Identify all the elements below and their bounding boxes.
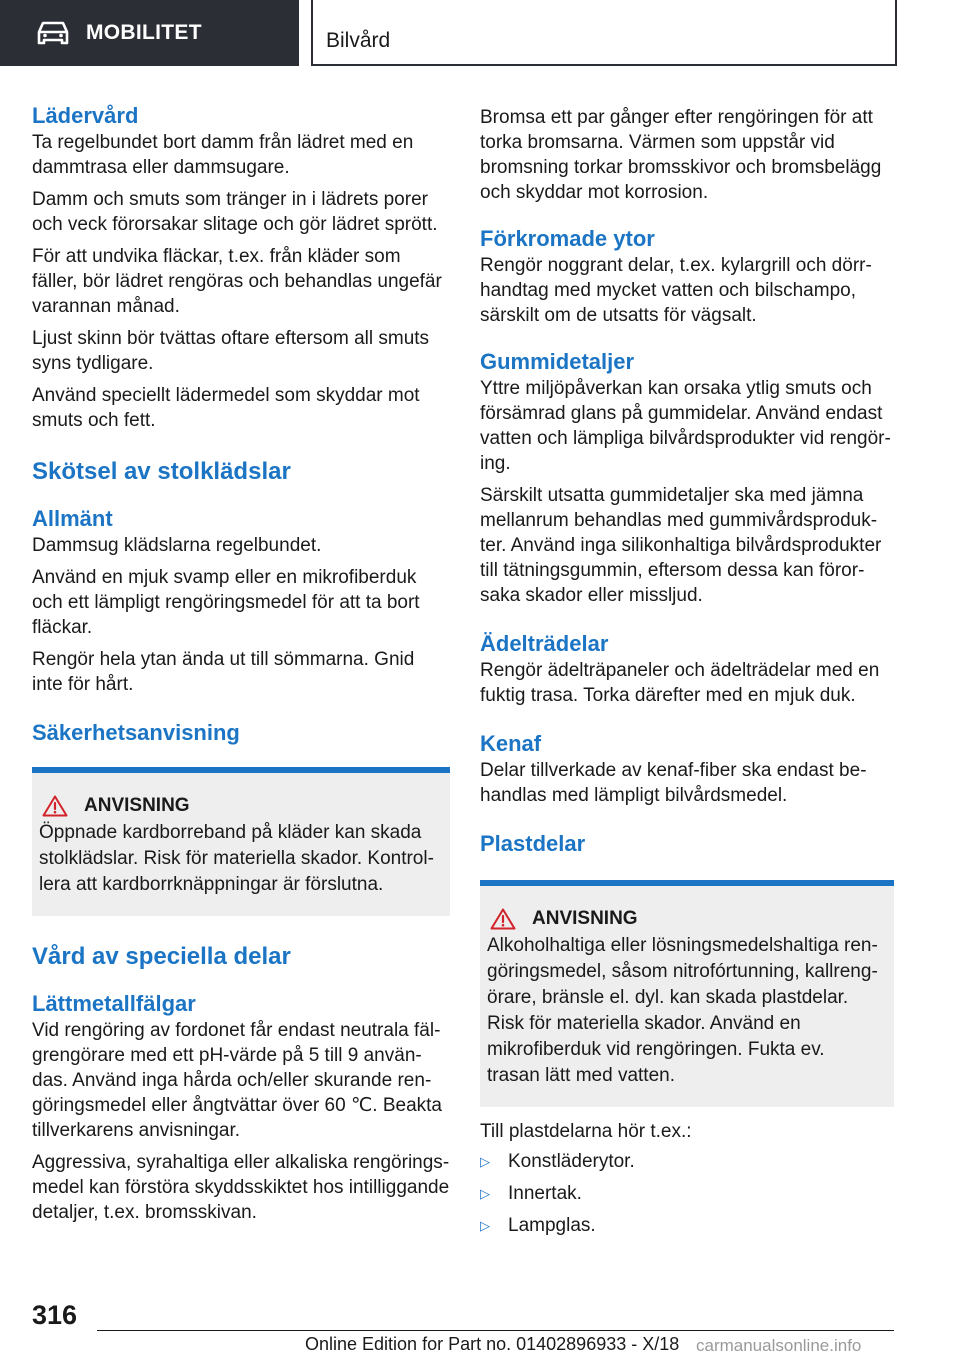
kenaf-heading: Kenaf: [480, 731, 542, 756]
page-topic-tab: [311, 0, 897, 66]
general-paragraph-1: Dammsug klädslarna regelbundet.: [32, 535, 322, 556]
rubber-heading: Gummidetaljer: [480, 349, 635, 374]
warning-box-velcro: [32, 767, 450, 916]
safety-heading: Säkerhetsanvisning: [32, 720, 240, 745]
warning-label: ANVISNING: [532, 908, 638, 929]
alloy-wheels-heading: Lättmetallfälgar: [32, 991, 196, 1016]
brake-paragraph: Bromsa ett par gånger efter rengöringen för att torka bromsarna. Värmen som uppstår vid bromsning torkar bromsskivor och bromsbelägg och skyddar mot korrosion.: [480, 107, 882, 203]
chrome-paragraph: Rengör noggrant delar, t.ex. kylargrill och dörrhandtag med mycket vatten och bilschampo, särskilt om de utsatts för vägsalt.: [480, 255, 872, 326]
general-paragraph-2: Använd en mjuk svamp eller en mikrofiberduk och ett lämpligt rengöringsmedel för att ta bort fläckar.: [32, 567, 420, 638]
precious-wood-paragraph: Rengör ädelträpaneler och ädelträdelar med en fuktig trasa. Torka därefter med en mjuk duk.: [480, 660, 880, 706]
warning-text: Alkoholhaltiga eller lösningsmedelshaltiga rengöringsmedel, såsom nitrofórtunning, kallrengörare, bränsle el. dyl. kan skada plastdelar. Risk för materiella skador. Använd en mikrofiberduk vid rengöringen. Fukta ev. trasan lätt med vatten.: [487, 935, 878, 1086]
alloy-paragraph-1: Vid rengöring av fordonet får endast neutrala fälgrengörare med ett pH-värde på 5 till 9 användas. Använd inga hårda och/eller skurande rengöringsmedel eller ångtvättar över 60 ℃. Beakta tillverkarens anvisningar.: [32, 1020, 443, 1141]
warning-box-plastic: [480, 880, 894, 1107]
watermark: carmanualsonline.info: [696, 1336, 862, 1355]
warning-label: ANVISNING: [84, 795, 190, 816]
warning-box-title: [487, 908, 880, 930]
list-item: ▷ Innertak.: [480, 1178, 894, 1210]
edition-text: Online Edition for Part no. 01402896933 - X/18: [305, 1334, 680, 1354]
precious-wood-heading: Ädelträdelar: [480, 631, 609, 656]
footer-divider: [97, 1330, 894, 1331]
leather-paragraph-2: Damm och smuts som tränger in i lädrets porer och veck förorsakar slitage och gör lädret sprött.: [32, 189, 438, 235]
page-header: [0, 0, 960, 66]
general-heading: Allmänt: [32, 506, 113, 531]
bullet-triangle-icon: ▷: [480, 1154, 490, 1169]
leather-paragraph-5: Använd speciellt lädermedel som skyddar mot smuts och fett.: [32, 385, 420, 431]
rubber-paragraph-1: Yttre miljöpåverkan kan orsaka ytlig smuts och försämrad glans på gummidelar. Använd endast vatten och lämpliga bilvårdsprodukter vid rengöring.: [480, 378, 891, 474]
list-item: ▷ Lampglas.: [480, 1210, 894, 1242]
special-parts-heading: Vård av speciella delar: [32, 943, 291, 970]
warning-box-title: [39, 795, 436, 817]
right-column: [480, 100, 894, 1242]
leather-care-heading: Lädervård: [32, 103, 139, 128]
warning-triangle-icon: [490, 908, 516, 930]
rubber-paragraph-2: Särskilt utsatta gummidetaljer ska med jämna mellanrum behandlas med gummivårdsprodukter. Använd inga silikonhaltiga bilvårdsprodukter till tätningsgummin, eftersom dessa kan förorsaka skador eller missljud.: [480, 485, 882, 606]
page-topic-label: Bilvård: [326, 29, 391, 52]
plastic-parts-list: [480, 1146, 894, 1242]
warning-text: Öppnade kardborreband på kläder kan skada stolklädslar. Risk för materiella skador. Kontrollera att kardborrknäppningar är förslutna.: [39, 822, 434, 895]
leather-paragraph-3: För att undvika fläckar, t.ex. från kläder som fäller, bör lädret rengöras och behandlas ungefär varannan månad.: [32, 246, 442, 317]
plastic-intro: Till plastdelarna hör t.ex.:: [480, 1121, 692, 1142]
alloy-paragraph-2: Aggressiva, syrahaltiga eller alkaliska rengöringsmedel kan förstöra skyddsskiktet hos intilliggande detaljer, t.ex. bromsskivan.: [32, 1152, 450, 1223]
leather-paragraph-1: Ta regelbundet bort damm från lädret med en dammtrasa eller dammsugare.: [32, 132, 414, 178]
general-paragraph-3: Rengör hela ytan ända ut till sömmarna. Gnid inte för hårt.: [32, 649, 415, 695]
bullet-triangle-icon: ▷: [480, 1186, 490, 1201]
kenaf-paragraph: Delar tillverkade av kenaf-fiber ska endast behandlas med lämpligt bilvårdsmedel.: [480, 760, 867, 806]
warning-triangle-icon: [42, 795, 68, 817]
leather-paragraph-4: Ljust skinn bör tvättas oftare eftersom all smuts syns tydligare.: [32, 328, 430, 374]
section-label: MOBILITET: [86, 21, 202, 44]
chrome-heading: Förkromade ytor: [480, 226, 655, 251]
page-number: 316: [32, 1300, 78, 1330]
plastic-heading: Plastdelar: [480, 831, 586, 856]
list-item: ▷ Konstläderytor.: [480, 1146, 894, 1178]
car-icon: [36, 20, 70, 46]
bullet-triangle-icon: ▷: [480, 1218, 490, 1233]
left-column: [32, 100, 450, 1225]
seat-care-heading: Skötsel av stolklädslar: [32, 458, 291, 485]
section-tab: [0, 0, 299, 66]
